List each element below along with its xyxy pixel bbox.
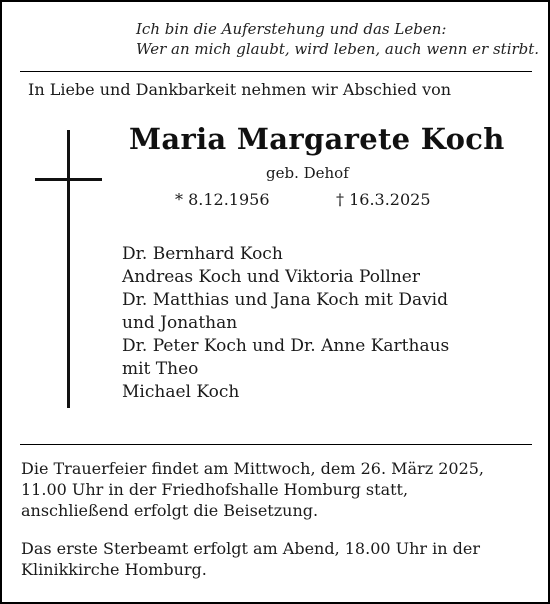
ceremony-line: Die Trauerfeier findet am Mittwoch, dem 26. März 2025, bbox=[21, 459, 485, 478]
maiden-name: geb. Dehof bbox=[266, 164, 349, 182]
divider-middle bbox=[20, 444, 532, 445]
funeral-ceremony-text bbox=[21, 458, 484, 521]
mourner-line: Dr. Peter Koch und Dr. Anne Karthaus bbox=[122, 336, 450, 356]
mourner-line: und Jonathan bbox=[122, 313, 238, 333]
deceased-name: Maria Margarete Koch bbox=[129, 122, 505, 156]
requiem-line: Das erste Sterbeamt erfolgt am Abend, 18.00 Uhr in der bbox=[21, 539, 481, 558]
mourner-line: Andreas Koch und Viktoria Pollner bbox=[122, 267, 420, 287]
cross-icon-beam bbox=[35, 178, 102, 181]
requiem-mass-text bbox=[21, 538, 480, 580]
mourner-line: Michael Koch bbox=[122, 382, 240, 402]
ceremony-line: anschließend erfolgt die Beisetzung. bbox=[21, 501, 319, 520]
death-date: † 16.3.2025 bbox=[336, 190, 431, 209]
requiem-line: Klinikkirche Homburg. bbox=[21, 560, 207, 579]
mourner-line: Dr. Bernhard Koch bbox=[122, 244, 283, 264]
mourners-list bbox=[122, 243, 449, 404]
quote-line-1: Ich bin die Auferstehung und das Leben: bbox=[136, 20, 447, 38]
cross-icon bbox=[67, 130, 70, 408]
ceremony-line: 11.00 Uhr in der Friedhofshalle Homburg statt, bbox=[21, 480, 409, 499]
divider-top bbox=[20, 71, 532, 72]
mourner-line: mit Theo bbox=[122, 359, 199, 379]
mourner-line: Dr. Matthias und Jana Koch mit David bbox=[122, 290, 449, 310]
quote-line-2: Wer an mich glaubt, wird leben, auch wenn er stirbt. bbox=[136, 40, 540, 58]
birth-date: * 8.12.1956 bbox=[175, 190, 270, 209]
intro-text: In Liebe und Dankbarkeit nehmen wir Abschied von bbox=[28, 80, 452, 99]
